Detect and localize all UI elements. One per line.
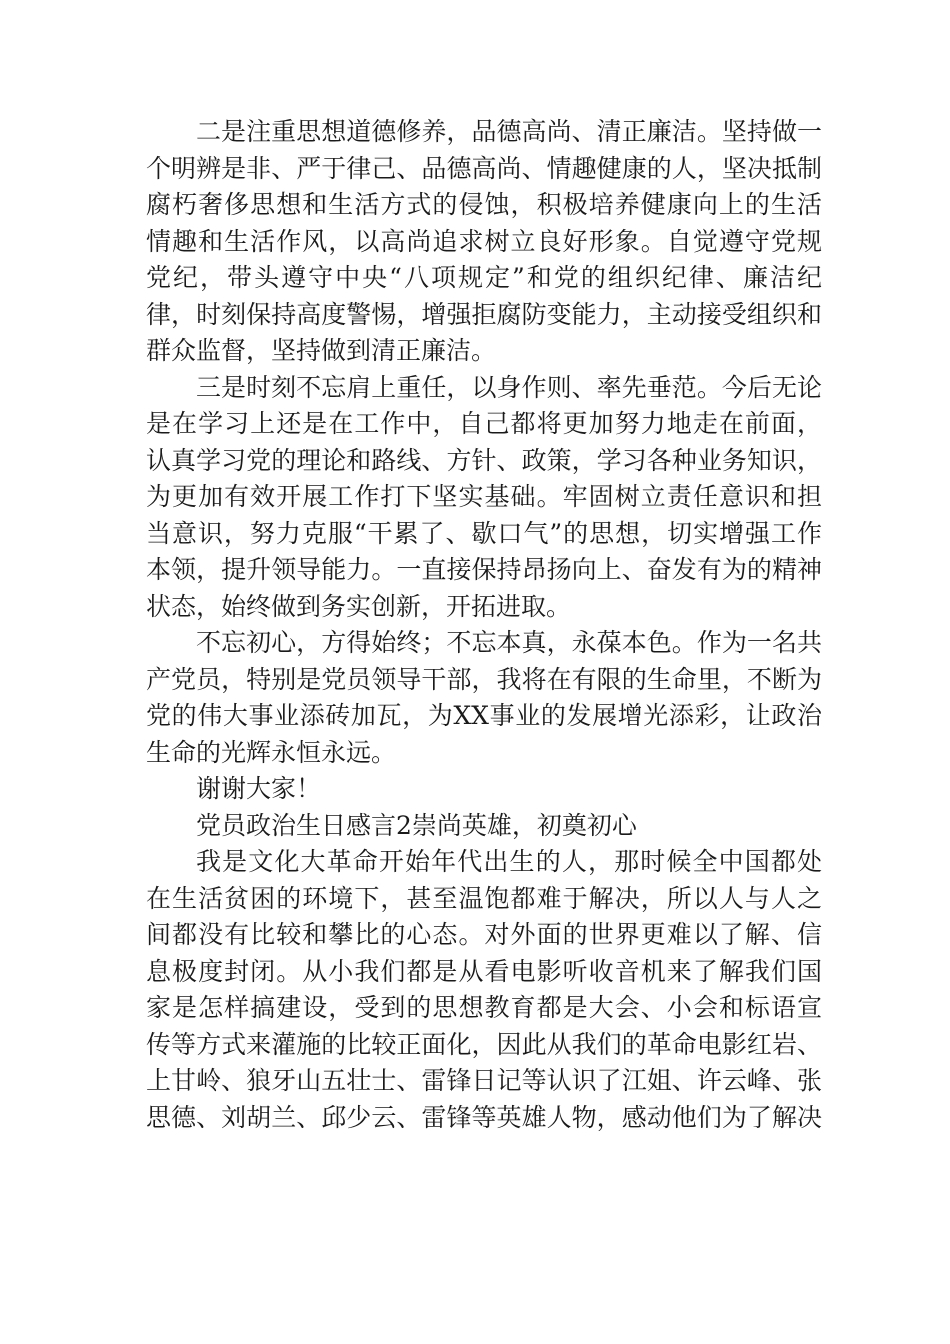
text-line: 在生活贫困的环境下，甚至温饱都难于解决，所以人与人之 xyxy=(146,883,822,913)
text-line: 间都没有比较和攀比的心态。对外面的世界更难以了解、信 xyxy=(146,920,822,949)
text-line: 息极度封闭。从小我们都是从看电影听收音机来了解我们国 xyxy=(146,956,822,986)
text-line: 二是注重思想道德修养，品德高尚、清正廉洁。坚持做一 xyxy=(196,117,822,146)
text-line: 律，时刻保持高度警惕，增强拒腐防变能力，主动接受组织和 xyxy=(146,299,822,329)
text-line: 群众监督，坚持做到清正廉洁。 xyxy=(146,336,497,365)
text-line: 党的伟大事业添砖加瓦，为XX事业的发展增光添彩，让政治 xyxy=(146,701,822,730)
text-line: 谢谢大家！ xyxy=(196,774,322,803)
text-line: 不忘初心，方得始终；不忘本真，永葆本色。作为一名共 xyxy=(196,628,822,657)
text-line: 三是时刻不忘肩上重任，以身作则、率先垂范。今后无论 xyxy=(196,372,822,402)
text-line: 生命的光辉永恒永远。 xyxy=(146,737,397,767)
text-line: 状态，始终做到务实创新，开拓进取。 xyxy=(146,591,572,621)
document-body xyxy=(146,114,822,1136)
text-line: 是在学习上还是在工作中，自己都将更加努力地走在前面， xyxy=(146,409,822,438)
text-line: 腐朽奢侈思想和生活方式的侵蚀，积极培养健康向上的生活 xyxy=(146,190,822,219)
text-line: 个明辨是非、严于律己、品德高尚、情趣健康的人，坚决抵制 xyxy=(146,153,822,183)
text-line: 党员政治生日感言2崇尚英雄，初奠初心 xyxy=(196,810,637,840)
text-line: 上甘岭、狼牙山五壮士、雷锋日记等认识了江姐、许云峰、张 xyxy=(146,1066,822,1095)
text-line: 传等方式来灌施的比较正面化，因此从我们的革命电影红岩、 xyxy=(146,1029,822,1059)
text-line: 本领，提升领导能力。一直接保持昂扬向上、奋发有为的精神 xyxy=(146,555,822,584)
text-line: 产党员，特别是党员领导干部，我将在有限的生命里，不断为 xyxy=(146,664,822,694)
text-line: 认真学习党的理论和路线、方针、政策，学习各种业务知识， xyxy=(146,445,822,475)
text-line: 党纪，带头遵守中央“八项规定”和党的组织纪律、廉洁纪 xyxy=(146,263,822,292)
text-line: 家是怎样搞建设，受到的思想教育都是大会、小会和标语宣 xyxy=(146,993,822,1022)
text-line: 情趣和生活作风，以高尚追求树立良好形象。自觉遵守党规 xyxy=(146,226,822,256)
text-line: 我是文化大革命开始年代出生的人，那时候全中国都处 xyxy=(196,847,822,876)
text-line: 为更加有效开展工作打下坚实基础。牢固树立责任意识和担 xyxy=(146,482,822,511)
text-line: 思德、刘胡兰、邱少云、雷锋等英雄人物，感动他们为了解决 xyxy=(146,1102,822,1132)
text-line: 当意识，努力克服“干累了、歇口气”的思想，切实增强工作 xyxy=(146,518,822,548)
